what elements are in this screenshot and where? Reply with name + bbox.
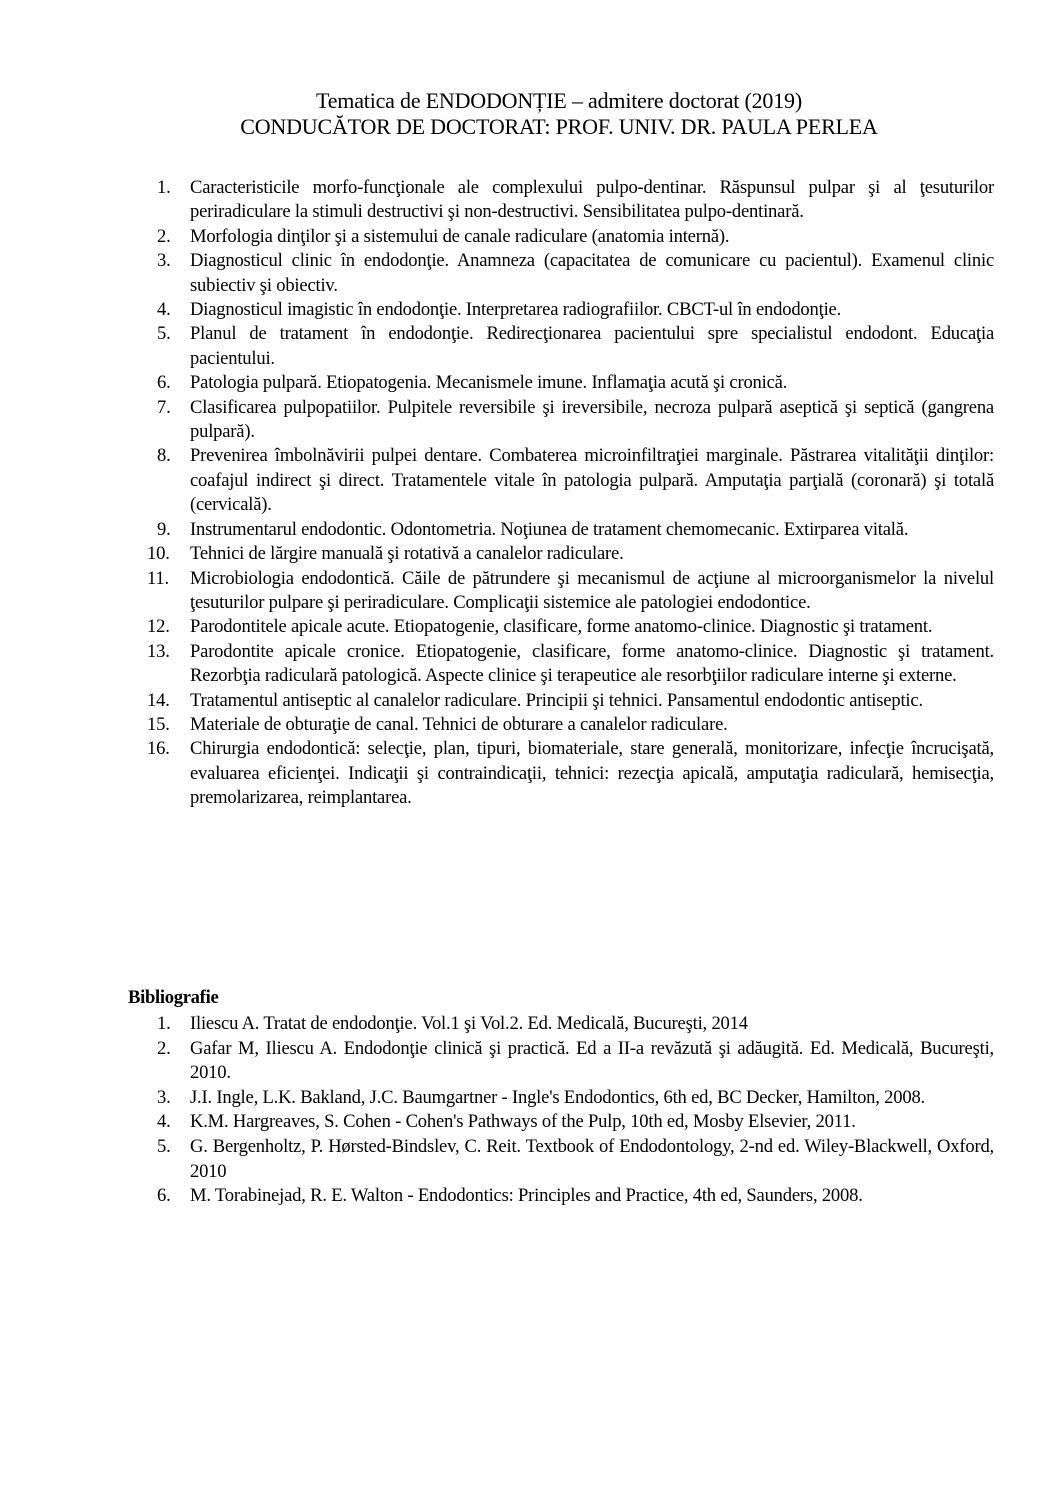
topic-item — [130, 371, 994, 395]
topic-item — [130, 249, 994, 298]
topic-item — [130, 542, 994, 566]
topic-text: Materiale de obturaţie de canal. Tehnici de obturare a canalelor radiculare. — [190, 713, 728, 735]
topic-text: Parodontitele apicale acute. Etiopatogenie, clasificare, forme anatomo-clinice. Diagnostic şi tratament. — [190, 616, 933, 638]
topic-number: 11. — [147, 567, 169, 589]
topic-text: Diagnosticul imagistic în endodonţie. Interpretarea radiografiilor. CBCT-ul în endodonţie. — [190, 299, 842, 321]
topics-list — [130, 176, 994, 811]
bibliography-number: 6. — [157, 1185, 171, 1207]
document-subtitle: CONDUCĂTOR DE DOCTORAT: PROF. UNIV. DR. PAULA PERLEA — [240, 114, 878, 139]
topic-number: 7. — [157, 396, 171, 418]
bibliography-number: 3. — [157, 1086, 171, 1108]
topic-number: 10. — [147, 543, 170, 565]
topic-number: 12. — [147, 616, 170, 638]
bibliography-text: K.M. Hargreaves, S. Cohen - Cohen's Pathways of the Pulp, 10th ed, Mosby Elsevier, 2011. — [190, 1111, 856, 1133]
topic-number: 5. — [157, 323, 171, 345]
topic-text: Clasificarea pulpopatiilor. Pulpitele reversibile şi ireversibile, necroza pulpară aseptică şi septică (gangrena pulpară). — [190, 396, 994, 443]
topic-number: 14. — [147, 689, 170, 711]
topic-item — [130, 689, 994, 713]
topic-number: 1. — [157, 177, 171, 198]
bibliography-text: J.I. Ingle, L.K. Bakland, J.C. Baumgartner - Ingle's Endodontics, 6th ed, BC Decker, Hamilton, 2008. — [190, 1086, 925, 1108]
bibliography-item — [130, 1135, 994, 1184]
bibliography-text: Iliescu A. Tratat de endodonţie. Vol.1 şi Vol.2. Ed. Medicală, Bucureşti, 2014 — [190, 1013, 748, 1034]
topic-number: 16. — [147, 738, 170, 760]
topic-number: 9. — [157, 518, 171, 540]
topic-text: Prevenirea îmbolnăvirii pulpei dentare. Combaterea microinfiltraţiei marginale. Păstrarea vitalităţii dinţilor: coafajul indirect şi direct. Tratamentele vitale în patologia pulpară. Amputaţia parţială (coronară) şi totală (cervicală). — [190, 445, 994, 516]
topic-item — [130, 176, 994, 225]
topic-number: 2. — [157, 225, 171, 247]
topic-number: 15. — [147, 713, 170, 735]
topic-text: Tratamentul antiseptic al canalelor radiculare. Principii şi tehnici. Pansamentul endodontic antiseptic. — [190, 689, 923, 711]
topic-text: Planul de tratament în endodonţie. Redirecţionarea pacientului spre specialistul endodont. Educaţia pacientului. — [190, 323, 994, 369]
bibliography-item — [130, 1184, 994, 1209]
topic-text: Diagnosticul clinic în endodonţie. Anamneza (capacitatea de comunicare cu pacientul). Examenul clinic subiectiv şi obiectiv. — [190, 250, 994, 296]
topic-text: Patologia pulpară. Etiopatogenia. Mecanismele imune. Inflamaţia acută şi cronică. — [190, 372, 788, 394]
topic-text: Caracteristicile morfo-funcţionale ale complexului pulpo-dentinar. Răspunsul pulpar şi al ţesuturilor periradiculare la stimuli destructivi şi non-destructivi. Sensibilitatea pulpo-dentinară. — [190, 177, 994, 223]
topic-text: Microbiologia endodontică. Căile de pătrundere şi mecanismul de acţiune al microorganismelor la nivelul ţesuturilor pulpare şi periradiculare. Complicaţii sistemice ale patologiei endodontice. — [190, 567, 994, 613]
bibliography-text: Gafar M, Iliescu A. Endodonţie clinică şi practică. Ed a II-a revăzută şi adăugită. Ed. Medicală, Bucureşti, 2010. — [190, 1037, 994, 1084]
bibliography-list — [130, 1012, 994, 1209]
document-title: Tematica de ENDODONȚIE – admitere doctorat (2019) — [316, 88, 802, 113]
topic-number: 13. — [147, 640, 170, 662]
topic-number: 6. — [157, 372, 171, 394]
bibliography-number: 5. — [157, 1135, 171, 1157]
topic-item — [130, 567, 994, 616]
bibliography-heading: Bibliografie — [128, 987, 219, 1008]
topic-item — [130, 737, 994, 810]
bibliography-number: 2. — [157, 1037, 171, 1059]
topic-text: Morfologia dinţilor şi a sistemului de canale radiculare (anatomia internă). — [190, 225, 730, 247]
topic-item — [130, 444, 994, 517]
topic-item — [130, 396, 994, 445]
topic-item — [130, 322, 994, 371]
topic-item — [130, 713, 994, 737]
topic-text: Tehnici de lărgire manuală şi rotativă a canalelor radiculare. — [190, 543, 624, 565]
bibliography-number: 1. — [157, 1013, 171, 1034]
bibliography-item — [130, 1037, 994, 1086]
bibliography-item — [130, 1012, 994, 1037]
topic-number: 8. — [157, 445, 171, 467]
topic-text: Chirurgia endodontică: selecţie, plan, tipuri, biomateriale, stare generală, monitorizare, infecţie încrucişată, evaluarea eficienţei. Indicaţii şi contraindicaţii, tehnici: rezecţia apicală, amputaţia radiculară, hemisecţia, premolarizarea, reimplantarea. — [190, 738, 994, 809]
topic-text: Parodontite apicale cronice. Etiopatogenie, clasificare, forme anatomo-clinice. Diagnostic şi tratament. Rezorbţia radiculară patologică. Aspecte clinice şi terapeutice ale resorbţiilor radiculare interne şi externe. — [190, 640, 994, 687]
bibliography-text: M. Torabinejad, R. E. Walton - Endodontics: Principles and Practice, 4th ed, Saunders, 2008. — [190, 1185, 863, 1207]
bibliography-text: G. Bergenholtz, P. Hørsted-Bindslev, C. Reit. Textbook of Endodontology, 2-nd ed. Wiley-Blackwell, Oxford, 2010 — [190, 1135, 994, 1182]
bibliography-number: 4. — [157, 1111, 171, 1133]
topic-item — [130, 518, 994, 542]
bibliography-item — [130, 1086, 994, 1111]
topic-item — [130, 298, 994, 322]
topic-item — [130, 225, 994, 249]
topic-item — [130, 615, 994, 639]
document-header — [0, 88, 1058, 140]
topic-number: 4. — [157, 299, 171, 321]
topic-number: 3. — [157, 250, 171, 272]
topic-item — [130, 640, 994, 689]
bibliography-item — [130, 1110, 994, 1135]
topic-text: Instrumentarul endodontic. Odontometria. Noţiunea de tratament chemomecanic. Extirparea vitală. — [190, 518, 909, 540]
